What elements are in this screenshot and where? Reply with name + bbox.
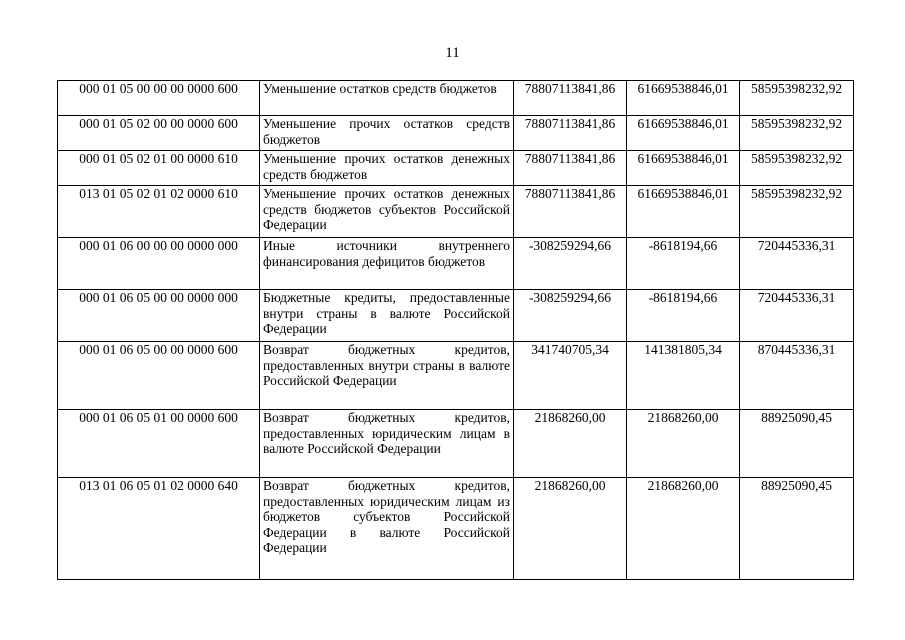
table-row: [58, 186, 854, 238]
amount-cell: 58595398232,92: [740, 116, 854, 151]
amount-cell: 61669538846,01: [627, 116, 740, 151]
page-number: 11: [445, 45, 460, 61]
description-cell: Уменьшение остатков средств бюджетов: [260, 81, 514, 116]
amount-cell: 870445336,31: [740, 342, 854, 410]
amount-cell: 58595398232,92: [740, 186, 854, 238]
amount-cell: 21868260,00: [514, 478, 627, 580]
budget-code-cell: 013 01 05 02 01 02 0000 610: [58, 186, 260, 238]
description-cell: Возврат бюджетных кредитов, предоставленных юридическим лицам в валюте Российской Федерации: [260, 410, 514, 478]
description-cell: Иные источники внутреннего финансирования дефицитов бюджетов: [260, 238, 514, 290]
description-cell: Возврат бюджетных кредитов, предоставленных внутри страны в валюте Российской Федерации: [260, 342, 514, 410]
budget-code-cell: 000 01 06 05 01 00 0000 600: [58, 410, 260, 478]
amount-cell: 21868260,00: [627, 410, 740, 478]
amount-cell: 58595398232,92: [740, 81, 854, 116]
amount-cell: 88925090,45: [740, 478, 854, 580]
amount-cell: 61669538846,01: [627, 186, 740, 238]
amount-cell: 720445336,31: [740, 238, 854, 290]
budget-sources-table: [57, 80, 854, 580]
amount-cell: -8618194,66: [627, 238, 740, 290]
amount-cell: 78807113841,86: [514, 151, 627, 186]
budget-code-cell: 000 01 06 00 00 00 0000 000: [58, 238, 260, 290]
amount-cell: 61669538846,01: [627, 81, 740, 116]
budget-code-cell: 000 01 05 02 00 00 0000 600: [58, 116, 260, 151]
budget-code-cell: 013 01 06 05 01 02 0000 640: [58, 478, 260, 580]
amount-cell: 341740705,34: [514, 342, 627, 410]
amount-cell: -8618194,66: [627, 290, 740, 342]
budget-code-cell: 000 01 05 02 01 00 0000 610: [58, 151, 260, 186]
table-row: [58, 342, 854, 410]
amount-cell: 88925090,45: [740, 410, 854, 478]
amount-cell: 78807113841,86: [514, 186, 627, 238]
table-row: [58, 116, 854, 151]
amount-cell: 21868260,00: [627, 478, 740, 580]
budget-code-cell: 000 01 05 00 00 00 0000 600: [58, 81, 260, 116]
amount-cell: 720445336,31: [740, 290, 854, 342]
budget-code-cell: 000 01 06 05 00 00 0000 600: [58, 342, 260, 410]
table-row: [58, 151, 854, 186]
amount-cell: 141381805,34: [627, 342, 740, 410]
description-cell: Бюджетные кредиты, предоставленные внутри страны в валюте Российской Федерации: [260, 290, 514, 342]
amount-cell: 78807113841,86: [514, 116, 627, 151]
amount-cell: 58595398232,92: [740, 151, 854, 186]
table-row: [58, 290, 854, 342]
table-row: [58, 81, 854, 116]
description-cell: Возврат бюджетных кредитов, предоставленных юридическим лицам из бюджетов субъектов Российской Федерации в валюте Российской Федерации: [260, 478, 514, 580]
amount-cell: -308259294,66: [514, 290, 627, 342]
amount-cell: 78807113841,86: [514, 81, 627, 116]
amount-cell: 61669538846,01: [627, 151, 740, 186]
table-row: [58, 238, 854, 290]
table-row: [58, 478, 854, 580]
description-cell: Уменьшение прочих остатков денежных средств бюджетов субъектов Российской Федерации: [260, 186, 514, 238]
table-row: [58, 410, 854, 478]
amount-cell: 21868260,00: [514, 410, 627, 478]
description-cell: Уменьшение прочих остатков средств бюджетов: [260, 116, 514, 151]
description-cell: Уменьшение прочих остатков денежных средств бюджетов: [260, 151, 514, 186]
budget-code-cell: 000 01 06 05 00 00 0000 000: [58, 290, 260, 342]
amount-cell: -308259294,66: [514, 238, 627, 290]
